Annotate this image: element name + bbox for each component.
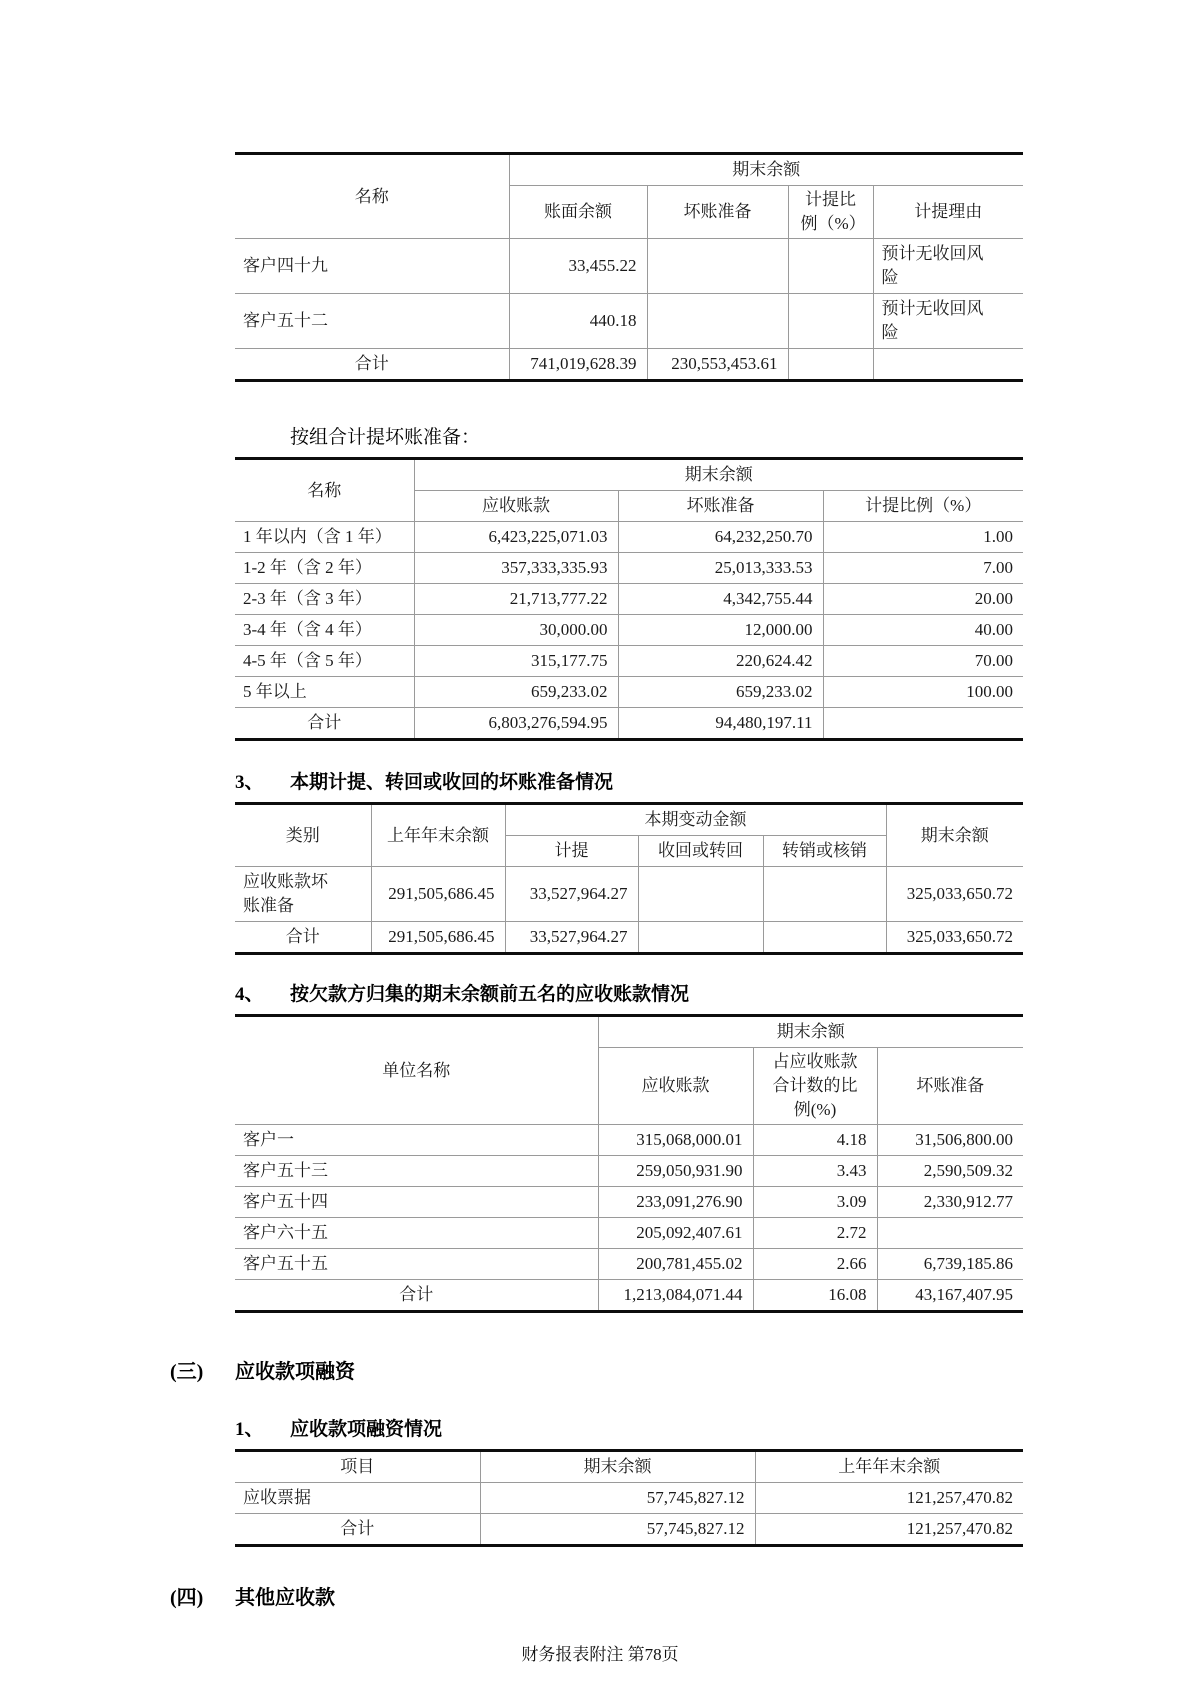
section-3-number: 3、 xyxy=(235,772,264,793)
cell-reason: 预计无收回风险 xyxy=(873,294,1023,349)
cell-accrued: 33,527,964.27 xyxy=(505,867,638,922)
table-row xyxy=(235,1483,1023,1514)
section-d-number: (四) xyxy=(170,1587,204,1609)
table-row xyxy=(235,867,1023,922)
cell-total-bad: 230,553,453.61 xyxy=(647,349,788,381)
cell-ar: 659,233.02 xyxy=(414,677,618,708)
cell-unit: 客户五十五 xyxy=(235,1249,598,1280)
cell-total-period-end: 57,745,827.12 xyxy=(480,1514,755,1546)
t3-header-prev-year: 上年年末余额 xyxy=(371,804,505,867)
cell-ratio: 20.00 xyxy=(823,584,1023,615)
cell-total-ratio: 16.08 xyxy=(753,1280,877,1312)
table-row xyxy=(235,1249,1023,1280)
cell-unit: 客户六十五 xyxy=(235,1218,598,1249)
cell-bad: 2,590,509.32 xyxy=(877,1156,1023,1187)
table-row xyxy=(235,1187,1023,1218)
t3-header-period-end: 期末余额 xyxy=(886,804,1023,867)
section-4-title: 按欠款方归集的期末余额前五名的应收账款情况 xyxy=(290,984,690,1005)
cell-bad-debt xyxy=(647,294,788,349)
cell-category: 应收账款坏账准备 xyxy=(235,867,371,922)
t2-header-name: 名称 xyxy=(235,459,414,522)
cell-total-prev-year: 121,257,470.82 xyxy=(755,1514,1023,1546)
table-group-provision xyxy=(235,457,1023,741)
cell-ratio: 2.66 xyxy=(753,1249,877,1280)
section-d-title: 其他应收款 xyxy=(235,1587,335,1609)
cell-bad-debt xyxy=(647,239,788,294)
section-c1-number: 1、 xyxy=(235,1419,264,1440)
cell-bad: 31,506,800.00 xyxy=(877,1125,1023,1156)
table-row xyxy=(235,1125,1023,1156)
table-header-row xyxy=(235,1451,1023,1483)
section-c-number: (三) xyxy=(170,1361,204,1383)
table-provision-changes xyxy=(235,802,1023,955)
t4-header-ratio: 占应收账款合计数的比例(%) xyxy=(753,1048,877,1125)
section-3-title: 本期计提、转回或收回的坏账准备情况 xyxy=(290,772,614,793)
t1-header-name: 名称 xyxy=(235,154,509,239)
cell-name: 客户五十二 xyxy=(235,294,509,349)
t3-header-recovered: 收回或转回 xyxy=(638,836,763,867)
t5-header-item: 项目 xyxy=(235,1451,480,1483)
cell-ratio: 40.00 xyxy=(823,615,1023,646)
table-total-row xyxy=(235,349,1023,381)
cell-ratio xyxy=(788,239,873,294)
cell-reason: 预计无收回风险 xyxy=(873,239,1023,294)
t3-header-category: 类别 xyxy=(235,804,371,867)
section-d-heading xyxy=(170,1581,958,1610)
cell-total-book: 741,019,628.39 xyxy=(509,349,647,381)
table-row xyxy=(235,1156,1023,1187)
cell-bad xyxy=(877,1218,1023,1249)
cell-ratio: 1.00 xyxy=(823,522,1023,553)
cell-ar: 315,177.75 xyxy=(414,646,618,677)
cell-total-label: 合计 xyxy=(235,1514,480,1546)
cell-ageing: 1-2 年（含 2 年） xyxy=(235,553,414,584)
table-total-row xyxy=(235,1280,1023,1312)
cell-ar: 259,050,931.90 xyxy=(598,1156,753,1187)
cell-period-end: 57,745,827.12 xyxy=(480,1483,755,1514)
cell-total-label: 合计 xyxy=(235,922,371,954)
section-4-number: 4、 xyxy=(235,984,264,1005)
t3-header-written-off: 转销或核销 xyxy=(763,836,886,867)
cell-total-prev: 291,505,686.45 xyxy=(371,922,505,954)
cell-ageing: 2-3 年（含 3 年） xyxy=(235,584,414,615)
cell-ar: 6,423,225,071.03 xyxy=(414,522,618,553)
cell-ageing: 1 年以内（含 1 年） xyxy=(235,522,414,553)
t2-header-bad: 坏账准备 xyxy=(618,491,823,522)
cell-total-label: 合计 xyxy=(235,708,414,740)
cell-name: 客户四十九 xyxy=(235,239,509,294)
cell-bad: 2,330,912.77 xyxy=(877,1187,1023,1218)
t2-header-ratio: 计提比例（%） xyxy=(823,491,1023,522)
table-row xyxy=(235,677,1023,708)
table-row xyxy=(235,522,1023,553)
cell-ar: 315,068,000.01 xyxy=(598,1125,753,1156)
section-3-heading xyxy=(235,767,1023,794)
cell-unit: 客户五十四 xyxy=(235,1187,598,1218)
group-provision-heading: 按组合计提坏账准备： xyxy=(290,427,481,448)
cell-total-ratio xyxy=(788,349,873,381)
cell-prev: 291,505,686.45 xyxy=(371,867,505,922)
cell-book-balance: 33,455.22 xyxy=(509,239,647,294)
cell-bad: 64,232,250.70 xyxy=(618,522,823,553)
cell-written-off xyxy=(763,867,886,922)
section-c-heading xyxy=(170,1355,958,1384)
table-total-row xyxy=(235,922,1023,954)
table-row xyxy=(235,239,1023,294)
table-row xyxy=(235,1218,1023,1249)
cell-ageing: 5 年以上 xyxy=(235,677,414,708)
t1-header-reason: 计提理由 xyxy=(873,186,1023,239)
cell-ageing: 3-4 年（含 4 年） xyxy=(235,615,414,646)
cell-total-written-off xyxy=(763,922,886,954)
t3-header-change: 本期变动金额 xyxy=(505,804,886,836)
t1-header-ratio: 计提比例（%） xyxy=(788,186,873,239)
cell-ar: 357,333,335.93 xyxy=(414,553,618,584)
cell-total-end: 325,033,650.72 xyxy=(886,922,1023,954)
t4-header-unit: 单位名称 xyxy=(235,1016,598,1125)
cell-total-label: 合计 xyxy=(235,349,509,381)
table-receivables-financing xyxy=(235,1449,1023,1547)
cell-unit: 客户五十三 xyxy=(235,1156,598,1187)
cell-ratio: 4.18 xyxy=(753,1125,877,1156)
cell-bad: 6,739,185.86 xyxy=(877,1249,1023,1280)
t1-header-period-end: 期末余额 xyxy=(509,154,1023,186)
cell-bad: 659,233.02 xyxy=(618,677,823,708)
cell-ratio: 100.00 xyxy=(823,677,1023,708)
t5-header-period-end: 期末余额 xyxy=(480,1451,755,1483)
section-c1-heading xyxy=(235,1414,1023,1441)
cell-recovered xyxy=(638,867,763,922)
cell-end: 325,033,650.72 xyxy=(886,867,1023,922)
cell-unit: 客户一 xyxy=(235,1125,598,1156)
cell-bad: 25,013,333.53 xyxy=(618,553,823,584)
table-row xyxy=(235,553,1023,584)
cell-total-reason xyxy=(873,349,1023,381)
section-c1-title: 应收款项融资情况 xyxy=(290,1419,443,1440)
table-header-row xyxy=(235,154,1023,186)
table-header-row xyxy=(235,459,1023,491)
page-footer: 财务报表附注 第78页 xyxy=(521,1645,679,1664)
t1-header-book: 账面余额 xyxy=(509,186,647,239)
cell-total-bad: 43,167,407.95 xyxy=(877,1280,1023,1312)
table-header-row xyxy=(235,804,1023,836)
table-total-row xyxy=(235,1514,1023,1546)
cell-bad: 4,342,755.44 xyxy=(618,584,823,615)
cell-ratio: 3.43 xyxy=(753,1156,877,1187)
table-total-row xyxy=(235,708,1023,740)
cell-ratio: 70.00 xyxy=(823,646,1023,677)
cell-bad: 220,624.42 xyxy=(618,646,823,677)
table-top5-receivables xyxy=(235,1014,1023,1313)
cell-ratio: 7.00 xyxy=(823,553,1023,584)
table-row xyxy=(235,615,1023,646)
cell-total-ar: 1,213,084,071.44 xyxy=(598,1280,753,1312)
cell-book-balance: 440.18 xyxy=(509,294,647,349)
t5-header-prev-year: 上年年末余额 xyxy=(755,1451,1023,1483)
cell-total-recovered xyxy=(638,922,763,954)
cell-ageing: 4-5 年（含 5 年） xyxy=(235,646,414,677)
t2-header-ar: 应收账款 xyxy=(414,491,618,522)
table-row xyxy=(235,294,1023,349)
table-row xyxy=(235,646,1023,677)
table-header-row xyxy=(235,1016,1023,1048)
cell-ar: 21,713,777.22 xyxy=(414,584,618,615)
cell-ratio: 3.09 xyxy=(753,1187,877,1218)
cell-total-bad: 94,480,197.11 xyxy=(618,708,823,740)
cell-ratio xyxy=(788,294,873,349)
section-4-heading xyxy=(235,979,1023,1006)
cell-ar: 205,092,407.61 xyxy=(598,1218,753,1249)
t4-header-bad: 坏账准备 xyxy=(877,1048,1023,1125)
cell-ar: 233,091,276.90 xyxy=(598,1187,753,1218)
cell-ar: 30,000.00 xyxy=(414,615,618,646)
t3-header-accrued: 计提 xyxy=(505,836,638,867)
cell-prev-year: 121,257,470.82 xyxy=(755,1483,1023,1514)
cell-total-ar: 6,803,276,594.95 xyxy=(414,708,618,740)
cell-ratio: 2.72 xyxy=(753,1218,877,1249)
cell-total-accrued: 33,527,964.27 xyxy=(505,922,638,954)
cell-ar: 200,781,455.02 xyxy=(598,1249,753,1280)
t4-header-ar: 应收账款 xyxy=(598,1048,753,1125)
page-content xyxy=(170,0,1023,1610)
table-row xyxy=(235,584,1023,615)
section-c-title: 应收款项融资 xyxy=(235,1361,355,1383)
cell-total-ratio xyxy=(823,708,1023,740)
table-individual-provision xyxy=(235,152,1023,382)
t4-header-period-end: 期末余额 xyxy=(598,1016,1023,1048)
t2-header-period-end: 期末余额 xyxy=(414,459,1023,491)
cell-item: 应收票据 xyxy=(235,1483,480,1514)
t1-header-bad: 坏账准备 xyxy=(647,186,788,239)
cell-total-label: 合计 xyxy=(235,1280,598,1312)
cell-bad: 12,000.00 xyxy=(618,615,823,646)
